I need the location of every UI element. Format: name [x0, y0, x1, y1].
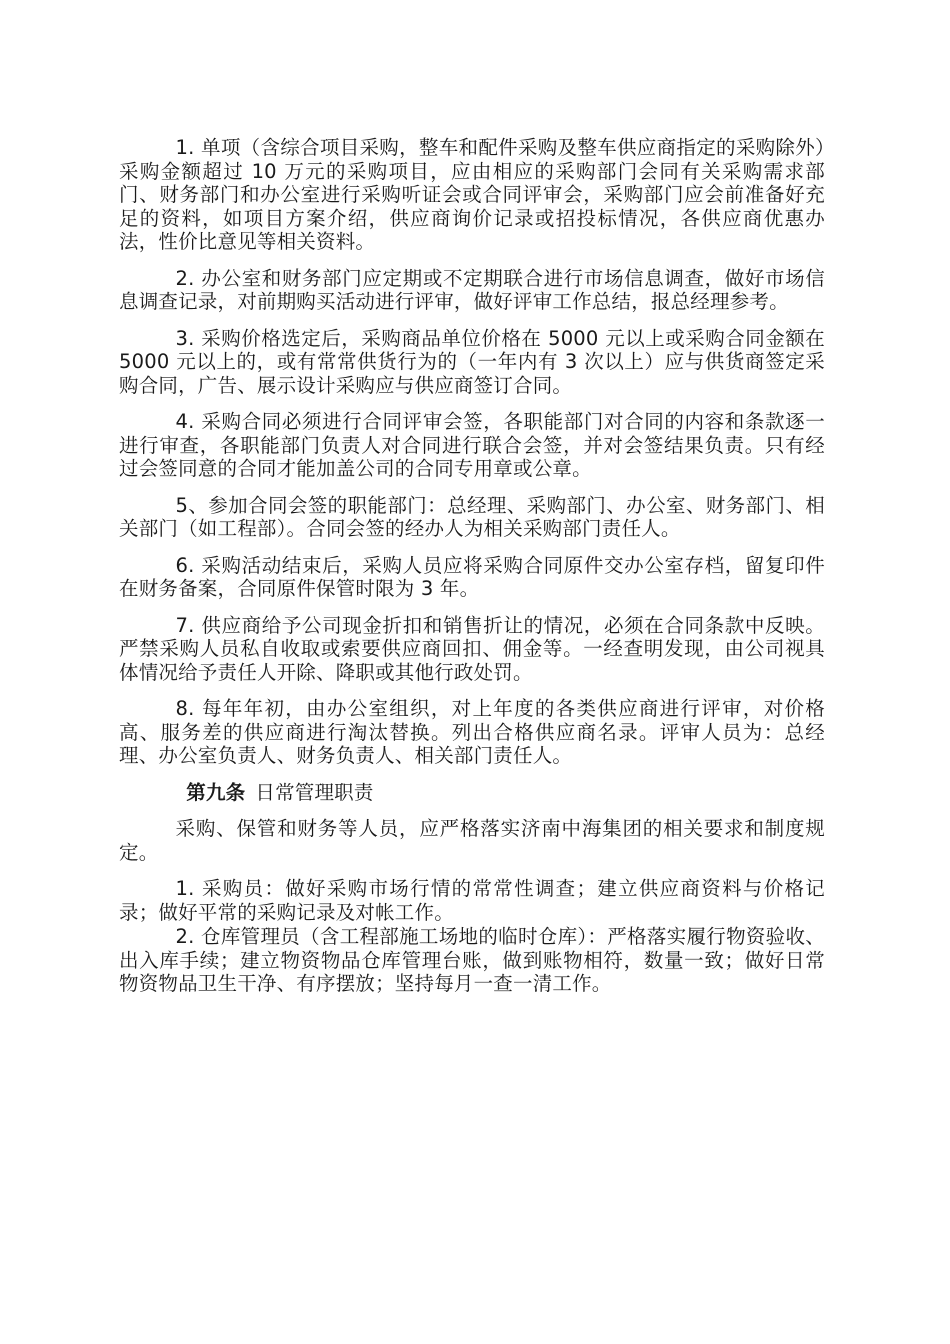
- paragraph-duty-1: 1. 采购员：做好采购市场行情的常常性调查；建立供应商资料与价格记录；做好平常的采购记录及对帐工作。: [119, 877, 825, 924]
- paragraph-item-7: 7. 供应商给予公司现金折扣和销售折让的情况，必须在合同条款中反映。严禁采购人员私自收取或索要供应商回扣、佣金等。一经查明发现，由公司视具体情况给予责任人开除、降职或其他行政处罚。: [119, 613, 825, 684]
- paragraph-intro: 采购、保管和财务等人员，应严格落实济南中海集团的相关要求和制度规定。: [119, 817, 825, 864]
- paragraph-duty-2: 2. 仓库管理员（含工程部施工场地的临时仓库）：严格落实履行物资验收、出入库手续；建立物资物品仓库管理台账，做到账物相符，数量一致；做好日常物资物品卫生干净、有序摆放；坚持每月一查一清工作。: [119, 925, 825, 995]
- paragraph-item-6: 6. 采购活动结束后，采购人员应将采购合同原件交办公室存档，留复印件在财务备案，合同原件保管时限为 3 年。: [119, 553, 825, 600]
- paragraph-item-3: 3. 采购价格选定后，采购商品单位价格在 5000 元以上或采购合同金额在 5000 元以上的，或有常常供货行为的（一年内有 3 次以上）应与供货商签定采购合同，广告、展示设计采购应与供应商签订合同。: [119, 326, 825, 397]
- paragraph-item-5: 5、参加合同会签的职能部门：总经理、采购部门、办公室、财务部门、相关部门（如工程部）。合同会签的经办人为相关采购部门责任人。: [119, 493, 825, 540]
- article-heading: [119, 781, 825, 805]
- paragraph-item-2: 2. 办公室和财务部门应定期或不定期联合进行市场信息调查，做好市场信息调查记录，对前期购买活动进行评审，做好评审工作总结，报总经理参考。: [119, 266, 825, 313]
- article-title: 日常管理职责: [255, 780, 374, 804]
- article-number: 第九条: [186, 780, 246, 804]
- paragraph-item-4: 4. 采购合同必须进行合同评审会签，各职能部门对合同的内容和条款逐一进行审查，各职能部门负责人对合同进行联合会签，并对会签结果负责。只有经过会签同意的合同才能加盖公司的合同专用章或公章。: [119, 410, 825, 480]
- document-page: [119, 136, 825, 1009]
- paragraph-item-8: 8. 每年年初，由办公室组织，对上年度的各类供应商进行评审，对价格高、服务差的供应商进行淘汰替换。列出合格供应商名录。评审人员为：总经理、办公室负责人、财务负责人、相关部门责任人。: [119, 697, 825, 767]
- paragraph-item-1: 1. 单项（含综合项目采购，整车和配件采购及整车供应商指定的采购除外）采购金额超过 10 万元的采购项目，应由相应的采购部门会同有关采购需求部门、财务部门和办公室进行采购听证会或合同评审会，采购部门应会前准备好充足的资料，如项目方案介绍，供应商询价记录或招投标情况，各供应商优惠办法，性价比意见等相关资料。: [119, 136, 825, 253]
